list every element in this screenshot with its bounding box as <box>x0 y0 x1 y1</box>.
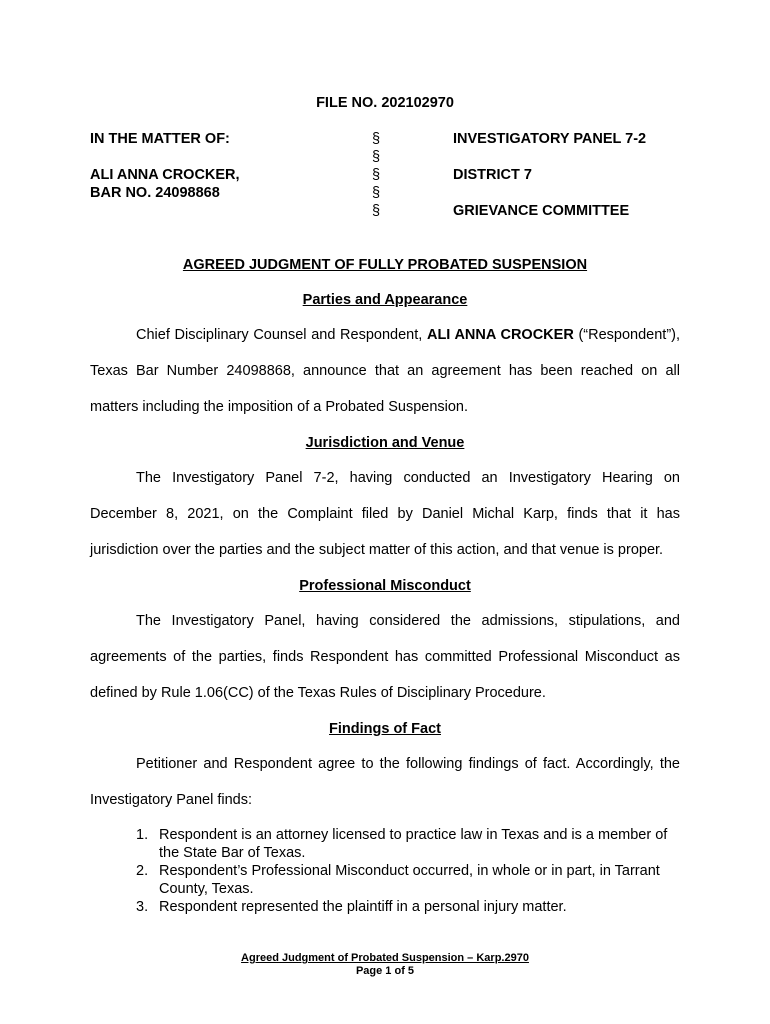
section-symbol: § <box>372 203 381 219</box>
section-heading-findings: Findings of Fact <box>329 721 441 737</box>
list-item <box>136 826 681 862</box>
jurisdiction-line-1: The Investigatory Panel 7-2, having conducted an Investigatory Hearing on <box>136 470 680 486</box>
section-symbol: § <box>372 149 381 165</box>
committee-label: GRIEVANCE COMMITTEE <box>453 203 630 219</box>
list-item-text: County, Texas. <box>159 881 254 897</box>
section-heading-jurisdiction: Jurisdiction and Venue <box>305 435 465 451</box>
list-item-text: the State Bar of Texas. <box>159 845 306 861</box>
section-heading-misconduct: Professional Misconduct <box>299 578 471 594</box>
misconduct-line-3: defined by Rule 1.06(CC) of the Texas Rules of Disciplinary Procedure. <box>90 685 546 701</box>
district-label: DISTRICT 7 <box>453 167 532 183</box>
list-item-number: 2. <box>136 863 149 879</box>
parties-text: (“Respondent”), <box>573 327 681 343</box>
list-item-text: Respondent is an attorney licensed to practice law in Texas and is a member of <box>159 827 668 843</box>
list-item-number: 3. <box>136 899 149 915</box>
list-item <box>136 862 681 898</box>
list-item-text: Respondent represented the plaintiff in a personal injury matter. <box>159 899 567 915</box>
findings-line-1: Petitioner and Respondent agree to the following findings of fact. Accordingly, the <box>136 756 680 772</box>
parties-line-1 <box>136 326 680 344</box>
document-title: AGREED JUDGMENT OF FULLY PROBATED SUSPENSION <box>182 257 588 273</box>
jurisdiction-line-2: December 8, 2021, on the Complaint filed by Daniel Michal Karp, finds that it has <box>90 506 680 522</box>
parties-text: Chief Disciplinary Counsel and Respondent, <box>136 327 427 343</box>
parties-line-3: matters including the imposition of a Probated Suspension. <box>90 399 469 415</box>
file-number: FILE NO. 202102970 <box>316 95 454 111</box>
list-item-text: Respondent’s Professional Misconduct occurred, in whole or in part, in Tarrant <box>159 863 660 879</box>
footer-caption: Agreed Judgment of Probated Suspension – Karp.2970 <box>241 952 529 964</box>
list-item <box>136 898 681 916</box>
page-number: Page 1 of 5 <box>355 965 415 977</box>
section-symbol: § <box>372 167 381 183</box>
respondent-name: ALI ANNA CROCKER, <box>90 167 240 183</box>
misconduct-line-2: agreements of the parties, finds Respondent has committed Professional Misconduct as <box>90 649 680 665</box>
findings-line-2: Investigatory Panel finds: <box>90 792 253 808</box>
matter-label: IN THE MATTER OF: <box>90 131 230 147</box>
jurisdiction-line-3: jurisdiction over the parties and the subject matter of this action, and that venue is proper. <box>90 542 664 558</box>
list-item-number: 1. <box>136 827 149 843</box>
findings-list <box>136 826 681 916</box>
section-heading-parties: Parties and Appearance <box>302 292 468 308</box>
parties-line-2: Texas Bar Number 24098868, announce that an agreement has been reached on all <box>90 363 680 379</box>
section-symbol: § <box>372 185 381 201</box>
bar-number: BAR NO. 24098868 <box>90 185 220 201</box>
misconduct-line-1: The Investigatory Panel, having considered the admissions, stipulations, and <box>136 613 680 629</box>
panel-label: INVESTIGATORY PANEL 7-2 <box>453 131 647 147</box>
respondent-bold-name: ALI ANNA CROCKER <box>426 327 574 343</box>
section-symbol: § <box>372 131 381 147</box>
